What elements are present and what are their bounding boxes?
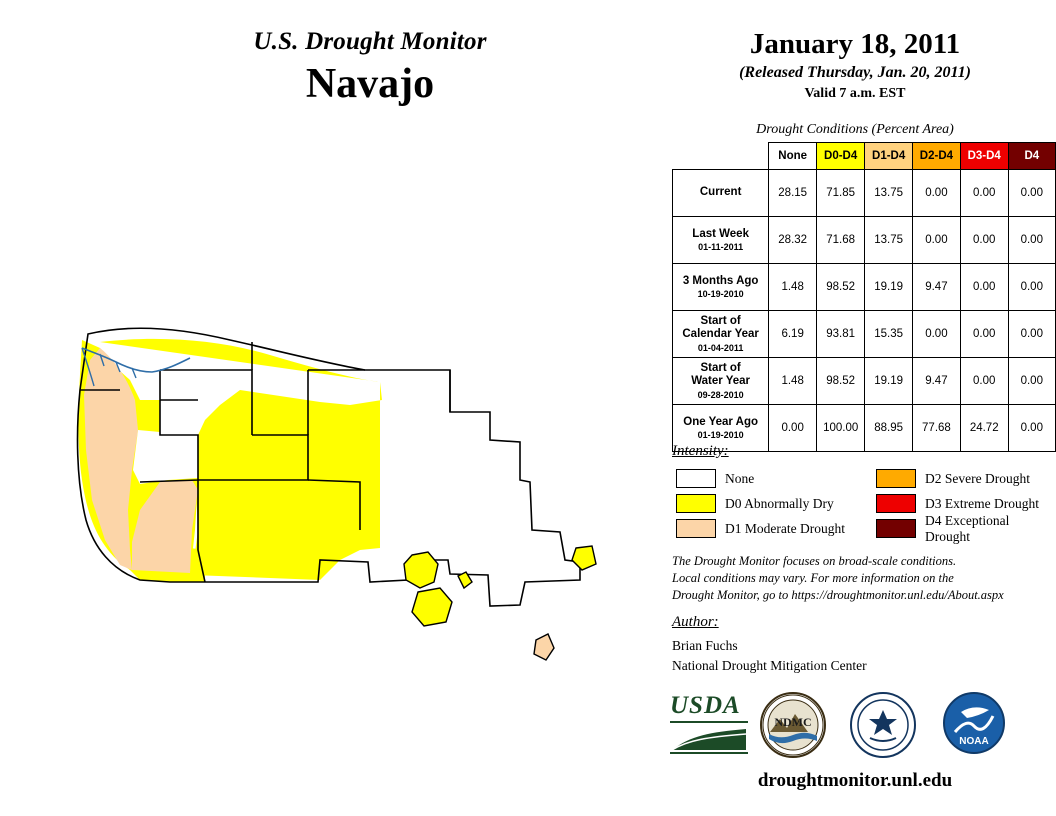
legend-item-d1: [676, 516, 845, 541]
row-label-text: One Year Ago: [683, 415, 759, 428]
cell-oneyear-none: 0.00: [769, 405, 817, 452]
row-label-text-line2: Calendar Year: [682, 328, 759, 341]
cell-lastweek-d2d4: 0.00: [913, 217, 961, 264]
usda-logo-text: USDA: [670, 692, 741, 719]
table-row: [673, 311, 1056, 358]
cell-oneyear-d4: 0.00: [1008, 405, 1055, 452]
legend-swatch-d4: [876, 519, 916, 538]
author-label: Author:: [672, 614, 719, 630]
ndmc-logo-text: NDMC: [774, 715, 812, 729]
cell-current-d3d4: 0.00: [960, 170, 1008, 217]
column-header-d0d4: D0-D4: [817, 143, 865, 170]
cell-wateryear-d0d4: 98.52: [817, 358, 865, 405]
row-label-text: Last Week: [692, 227, 749, 240]
row-label-date: 01-11-2011: [698, 241, 744, 252]
column-header-none: None: [769, 143, 817, 170]
row-label-text-line1: Start of: [700, 315, 741, 328]
page-title: U.S. Drought Monitor: [253, 28, 487, 55]
noaa-logo-text: NOAA: [959, 736, 989, 747]
row-label-current: [673, 170, 769, 217]
disclaimer-line-3: Drought Monitor, go to https://droughtmonitor.unl.edu/About.aspx: [672, 587, 1004, 602]
legend-title: Intensity:: [672, 443, 729, 459]
drought-conditions-table: [672, 142, 1056, 452]
cell-oneyear-d3d4: 24.72: [960, 405, 1008, 452]
release-date: (Released Thursday, Jan. 20, 2011): [739, 64, 971, 81]
noaa-logo: [943, 692, 1005, 759]
column-header-d1d4: D1-D4: [865, 143, 913, 170]
region-title: Navajo: [305, 61, 435, 107]
table-row: [673, 405, 1056, 452]
table-corner-cell: [673, 143, 769, 170]
usda-seal-mark: [850, 692, 916, 758]
usda-seal-logo: [850, 692, 916, 763]
row-label-text: Current: [699, 186, 742, 199]
legend-label-d0: D0 Abnormally Dry: [725, 495, 834, 511]
row-label-date: 09-28-2010: [697, 389, 744, 400]
cell-3months-d1d4: 19.19: [865, 264, 913, 311]
cell-oneyear-d2d4: 77.68: [913, 405, 961, 452]
table-header-row: [673, 143, 1056, 170]
legend-item-d4: [876, 512, 1056, 544]
cell-current-none: 28.15: [769, 170, 817, 217]
legend-label-d3: D3 Extreme Drought: [925, 495, 1039, 511]
table-row: [673, 217, 1056, 264]
author-org: National Drought Mitigation Center: [672, 657, 867, 673]
author-block: [672, 636, 867, 675]
row-label-3-months-ago: [673, 264, 769, 311]
legend-label-d4: D4 Exceptional Drought: [925, 512, 1010, 544]
legend-swatch-d1: [676, 519, 716, 538]
cell-wateryear-d3d4: 0.00: [960, 358, 1008, 405]
disclaimer-text: [672, 553, 1052, 604]
row-label-date: 01-19-2010: [697, 429, 744, 440]
row-label-date: 01-04-2011: [697, 342, 744, 353]
cell-lastweek-d1d4: 13.75: [865, 217, 913, 264]
row-label-last-week: [673, 217, 769, 264]
cell-current-d2d4: 0.00: [913, 170, 961, 217]
map-detached-parcels: [404, 546, 596, 660]
column-header-d4: D4: [1008, 143, 1055, 170]
cell-current-d0d4: 71.85: [817, 170, 865, 217]
cell-wateryear-none: 1.48: [769, 358, 817, 405]
navajo-nation-map: [20, 230, 650, 700]
cell-wateryear-d4: 0.00: [1008, 358, 1055, 405]
cell-wateryear-d1d4: 19.19: [865, 358, 913, 405]
cell-calyear-d2d4: 0.00: [913, 311, 961, 358]
drought-map: [20, 230, 650, 700]
cell-calyear-none: 6.19: [769, 311, 817, 358]
legend-item-d2: [876, 466, 1056, 491]
legend-column-left: [676, 466, 845, 541]
website-url: droughtmonitor.unl.edu: [757, 770, 953, 791]
cell-3months-none: 1.48: [769, 264, 817, 311]
title-block: [120, 28, 620, 108]
logo-row: [665, 692, 1055, 758]
legend-label-d2: D2 Severe Drought: [925, 470, 1030, 486]
cell-3months-d0d4: 98.52: [817, 264, 865, 311]
row-label-start-calendar-year: [673, 311, 769, 358]
usda-logo-mark: [670, 720, 748, 754]
noaa-logo-mark: [943, 692, 1005, 754]
author-name: Brian Fuchs: [672, 638, 738, 653]
date-block: [660, 28, 1050, 102]
valid-time: Valid 7 a.m. EST: [804, 86, 906, 101]
cell-calyear-d3d4: 0.00: [960, 311, 1008, 358]
legend-swatch-d3: [876, 494, 916, 513]
table-row: [673, 264, 1056, 311]
row-label-date: 10-19-2010: [697, 288, 744, 299]
cell-lastweek-d4: 0.00: [1008, 217, 1055, 264]
table-caption: Drought Conditions (Percent Area): [756, 122, 954, 137]
cell-calyear-d1d4: 15.35: [865, 311, 913, 358]
legend-item-none: [676, 466, 845, 491]
cell-current-d1d4: 13.75: [865, 170, 913, 217]
table-row: [673, 170, 1056, 217]
map-date: January 18, 2011: [749, 28, 961, 60]
cell-3months-d4: 0.00: [1008, 264, 1055, 311]
cell-lastweek-none: 28.32: [769, 217, 817, 264]
legend-column-right: [876, 466, 1056, 544]
ndmc-logo: [760, 692, 826, 763]
ndmc-logo-mark: [760, 692, 826, 758]
legend-label-d1: D1 Moderate Drought: [725, 520, 845, 536]
legend-item-d0: [676, 491, 845, 516]
row-label-text-line2: Water Year: [691, 375, 751, 388]
column-header-d2d4: D2-D4: [913, 143, 961, 170]
cell-oneyear-d1d4: 88.95: [865, 405, 913, 452]
disclaimer-line-2: Local conditions may vary. For more information on the: [672, 570, 954, 585]
legend-swatch-none: [676, 469, 716, 488]
table-row: [673, 358, 1056, 405]
cell-3months-d2d4: 9.47: [913, 264, 961, 311]
cell-oneyear-d0d4: 100.00: [817, 405, 865, 452]
usda-logo: [670, 692, 748, 759]
legend-swatch-d2: [876, 469, 916, 488]
disclaimer-line-1: The Drought Monitor focuses on broad-scale conditions.: [672, 554, 957, 568]
row-label-text-line1: Start of: [700, 362, 741, 375]
row-label-text: 3 Months Ago: [682, 274, 759, 287]
cell-calyear-d0d4: 93.81: [817, 311, 865, 358]
column-header-d3d4: D3-D4: [960, 143, 1008, 170]
legend-swatch-d0: [676, 494, 716, 513]
row-label-start-water-year: [673, 358, 769, 405]
cell-lastweek-d3d4: 0.00: [960, 217, 1008, 264]
cell-wateryear-d2d4: 9.47: [913, 358, 961, 405]
cell-3months-d3d4: 0.00: [960, 264, 1008, 311]
cell-calyear-d4: 0.00: [1008, 311, 1055, 358]
cell-lastweek-d0d4: 71.68: [817, 217, 865, 264]
legend-label-none: None: [725, 470, 755, 486]
cell-current-d4: 0.00: [1008, 170, 1055, 217]
